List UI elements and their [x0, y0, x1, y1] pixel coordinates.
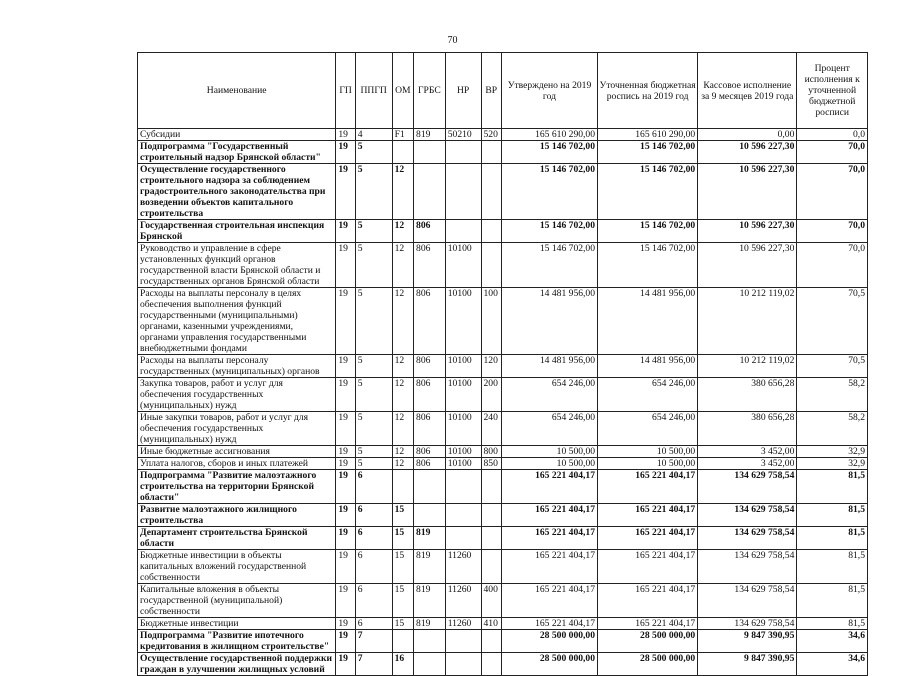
header-approved: Утверждено на 2019 год	[501, 53, 597, 129]
cell-om: 15	[392, 584, 413, 618]
cell-cash: 134 629 758,54	[698, 584, 797, 618]
cell-gp: 19	[336, 141, 355, 164]
cell-percent: 70,5	[797, 355, 868, 378]
cell-vr: 240	[481, 412, 501, 446]
cell-gp: 19	[336, 550, 355, 584]
cell-grbs: 806	[414, 220, 446, 243]
cell-approved: 15 146 702,00	[501, 243, 597, 288]
cell-approved: 10 500,00	[501, 458, 597, 470]
cell-gp: 19	[336, 527, 355, 550]
cell-percent: 70,0	[797, 220, 868, 243]
cell-vr	[481, 470, 501, 504]
cell-cash: 134 629 758,54	[698, 470, 797, 504]
cell-ppgp: 5	[355, 243, 392, 288]
cell-approved: 165 221 404,17	[501, 504, 597, 527]
cell-np	[445, 630, 481, 653]
cell-np	[445, 164, 481, 220]
cell-percent: 70,5	[797, 288, 868, 355]
table-row	[138, 164, 868, 220]
cell-name: Бюджетные инвестиции в объекты капитальных вложений государственной собственности	[138, 550, 336, 584]
cell-np: 50210	[445, 129, 481, 141]
cell-gp: 19	[336, 412, 355, 446]
cell-vr: 850	[481, 458, 501, 470]
cell-refined: 15 146 702,00	[598, 164, 698, 220]
cell-om: 15	[392, 618, 413, 630]
cell-name: Иные бюджетные ассигнования	[138, 446, 336, 458]
cell-vr: 410	[481, 618, 501, 630]
cell-approved: 15 146 702,00	[501, 164, 597, 220]
table-row	[138, 527, 868, 550]
cell-cash: 10 596 227,30	[698, 243, 797, 288]
cell-name: Государственная строительная инспекция Брянской	[138, 220, 336, 243]
cell-grbs: 806	[414, 378, 446, 412]
cell-gp: 19	[336, 164, 355, 220]
cell-percent: 70,0	[797, 164, 868, 220]
cell-om: 12	[392, 220, 413, 243]
cell-vr: 120	[481, 355, 501, 378]
cell-name: Департамент строительства Брянской области	[138, 527, 336, 550]
cell-refined: 28 500 000,00	[598, 630, 698, 653]
cell-ppgp: 5	[355, 458, 392, 470]
table-row	[138, 141, 868, 164]
cell-vr	[481, 220, 501, 243]
cell-grbs: 806	[414, 355, 446, 378]
cell-vr	[481, 141, 501, 164]
cell-refined: 165 610 290,00	[598, 129, 698, 141]
cell-vr	[481, 653, 501, 676]
cell-name: Бюджетные инвестиции	[138, 618, 336, 630]
cell-gp: 19	[336, 288, 355, 355]
cell-grbs: 806	[414, 412, 446, 446]
cell-refined: 15 146 702,00	[598, 220, 698, 243]
cell-name: Уплата налогов, сборов и иных платежей	[138, 458, 336, 470]
cell-refined: 654 246,00	[598, 412, 698, 446]
cell-np: 11260	[445, 550, 481, 584]
header-cash: Кассовое исполнение за 9 месяцев 2019 года	[698, 53, 797, 129]
cell-ppgp: 5	[355, 141, 392, 164]
cell-ppgp: 7	[355, 653, 392, 676]
cell-name: Подпрограмма "Развитие ипотечного кредитования в жилищном строительстве"	[138, 630, 336, 653]
cell-grbs	[414, 470, 446, 504]
cell-ppgp: 5	[355, 164, 392, 220]
cell-grbs: 819	[414, 527, 446, 550]
cell-name: Закупка товаров, работ и услуг для обеспечения государственных (муниципальных) нужд	[138, 378, 336, 412]
cell-refined: 165 221 404,17	[598, 527, 698, 550]
cell-om	[392, 470, 413, 504]
cell-approved: 165 221 404,17	[501, 527, 597, 550]
header-grbs: ГРБС	[414, 53, 446, 129]
cell-ppgp: 6	[355, 527, 392, 550]
cell-percent: 81,5	[797, 618, 868, 630]
cell-ppgp: 6	[355, 550, 392, 584]
cell-ppgp: 7	[355, 630, 392, 653]
cell-grbs	[414, 504, 446, 527]
header-percent: Процент исполнения к уточненной бюджетной росписи	[797, 53, 868, 129]
header-ppgp: ППГП	[355, 53, 392, 129]
table-row	[138, 504, 868, 527]
cell-refined: 165 221 404,17	[598, 550, 698, 584]
cell-ppgp: 5	[355, 220, 392, 243]
cell-name: Руководство и управление в сфере установленных функций органов государственной власти Брянской области и государственных органов Брянской области	[138, 243, 336, 288]
header-refined: Уточненная бюджетная роспись на 2019 год	[598, 53, 698, 129]
table-row	[138, 584, 868, 618]
cell-percent: 58,2	[797, 378, 868, 412]
cell-percent: 32,9	[797, 458, 868, 470]
cell-approved: 15 146 702,00	[501, 141, 597, 164]
cell-om: 12	[392, 378, 413, 412]
cell-percent: 70,0	[797, 243, 868, 288]
cell-percent: 0,0	[797, 129, 868, 141]
cell-percent: 81,5	[797, 584, 868, 618]
cell-om: 15	[392, 504, 413, 527]
cell-np: 10100	[445, 378, 481, 412]
cell-refined: 15 146 702,00	[598, 243, 698, 288]
table-row	[138, 220, 868, 243]
cell-om: 12	[392, 243, 413, 288]
cell-ppgp: 5	[355, 355, 392, 378]
cell-ppgp: 6	[355, 584, 392, 618]
cell-grbs: 819	[414, 618, 446, 630]
cell-refined: 28 500 000,00	[598, 653, 698, 676]
cell-approved: 15 146 702,00	[501, 220, 597, 243]
cell-refined: 10 500,00	[598, 446, 698, 458]
cell-om: 12	[392, 288, 413, 355]
cell-np: 10100	[445, 458, 481, 470]
cell-approved: 654 246,00	[501, 412, 597, 446]
cell-np	[445, 653, 481, 676]
cell-approved: 165 221 404,17	[501, 550, 597, 584]
cell-vr	[481, 164, 501, 220]
cell-refined: 165 221 404,17	[598, 504, 698, 527]
cell-approved: 165 610 290,00	[501, 129, 597, 141]
cell-gp: 19	[336, 129, 355, 141]
cell-refined: 165 221 404,17	[598, 584, 698, 618]
cell-om: 12	[392, 458, 413, 470]
cell-np: 10100	[445, 355, 481, 378]
table-row	[138, 630, 868, 653]
table-row	[138, 458, 868, 470]
cell-name: Иные закупки товаров, работ и услуг для обеспечения государственных (муниципальных) нужд	[138, 412, 336, 446]
cell-om: 15	[392, 527, 413, 550]
cell-refined: 14 481 956,00	[598, 288, 698, 355]
cell-om: 12	[392, 164, 413, 220]
cell-approved: 10 500,00	[501, 446, 597, 458]
cell-approved: 14 481 956,00	[501, 288, 597, 355]
cell-refined: 165 221 404,17	[598, 470, 698, 504]
cell-ppgp: 6	[355, 618, 392, 630]
cell-percent: 34,6	[797, 653, 868, 676]
cell-percent: 81,5	[797, 550, 868, 584]
cell-cash: 10 212 119,02	[698, 288, 797, 355]
cell-np	[445, 470, 481, 504]
cell-ppgp: 5	[355, 446, 392, 458]
cell-refined: 14 481 956,00	[598, 355, 698, 378]
cell-cash: 10 596 227,30	[698, 164, 797, 220]
cell-grbs: 806	[414, 243, 446, 288]
cell-name: Осуществление государственного строительного надзора за соблюдением градостроительного законодательства при возведении объектов капитального строительства	[138, 164, 336, 220]
cell-vr	[481, 527, 501, 550]
cell-vr	[481, 550, 501, 584]
cell-approved: 165 221 404,17	[501, 470, 597, 504]
cell-name: Расходы на выплаты персоналу государственных (муниципальных) органов	[138, 355, 336, 378]
cell-grbs: 806	[414, 446, 446, 458]
cell-refined: 15 146 702,00	[598, 141, 698, 164]
cell-vr: 100	[481, 288, 501, 355]
header-name: Наименование	[138, 53, 336, 129]
cell-gp: 19	[336, 618, 355, 630]
cell-approved: 28 500 000,00	[501, 630, 597, 653]
cell-np: 10100	[445, 243, 481, 288]
cell-gp: 19	[336, 630, 355, 653]
cell-cash: 10 212 119,02	[698, 355, 797, 378]
header-gp: ГП	[336, 53, 355, 129]
cell-vr: 400	[481, 584, 501, 618]
cell-gp: 19	[336, 470, 355, 504]
cell-cash: 9 847 390,95	[698, 630, 797, 653]
cell-cash: 10 596 227,30	[698, 220, 797, 243]
table-row	[138, 243, 868, 288]
cell-cash: 3 452,00	[698, 458, 797, 470]
cell-om: 12	[392, 412, 413, 446]
cell-cash: 10 596 227,30	[698, 141, 797, 164]
cell-ppgp: 5	[355, 288, 392, 355]
table-header-row	[138, 53, 868, 129]
cell-percent: 32,9	[797, 446, 868, 458]
table-row	[138, 446, 868, 458]
cell-percent: 34,6	[797, 630, 868, 653]
cell-np: 10100	[445, 446, 481, 458]
cell-gp: 19	[336, 378, 355, 412]
cell-gp: 19	[336, 653, 355, 676]
cell-approved: 14 481 956,00	[501, 355, 597, 378]
cell-grbs: 806	[414, 458, 446, 470]
header-vr: ВР	[481, 53, 501, 129]
cell-gp: 19	[336, 584, 355, 618]
cell-vr	[481, 243, 501, 288]
cell-cash: 134 629 758,54	[698, 504, 797, 527]
table-row	[138, 470, 868, 504]
cell-np	[445, 141, 481, 164]
cell-percent: 81,5	[797, 504, 868, 527]
cell-np	[445, 527, 481, 550]
table-body	[138, 129, 868, 676]
cell-ppgp: 6	[355, 504, 392, 527]
table-row	[138, 550, 868, 584]
cell-om: 15	[392, 550, 413, 584]
cell-name: Расходы на выплаты персоналу в целях обеспечения выполнения функций государственными (муниципальными) органами, казенными учреждениями, органами управления государственными внебюджетными фондами	[138, 288, 336, 355]
cell-vr	[481, 504, 501, 527]
cell-grbs	[414, 630, 446, 653]
header-om: ОМ	[392, 53, 413, 129]
cell-name: Развитие малоэтажного жилищного строительства	[138, 504, 336, 527]
cell-ppgp: 6	[355, 470, 392, 504]
cell-ppgp: 5	[355, 378, 392, 412]
cell-name: Капитальные вложения в объекты государственной (муниципальной) собственности	[138, 584, 336, 618]
cell-name: Подпрограмма "Развитие малоэтажного строительства на территории Брянской области"	[138, 470, 336, 504]
cell-percent: 58,2	[797, 412, 868, 446]
cell-grbs: 819	[414, 129, 446, 141]
table-row	[138, 653, 868, 676]
cell-grbs: 806	[414, 288, 446, 355]
cell-grbs	[414, 141, 446, 164]
cell-cash: 134 629 758,54	[698, 618, 797, 630]
cell-np: 11260	[445, 584, 481, 618]
cell-approved: 165 221 404,17	[501, 584, 597, 618]
cell-percent: 70,0	[797, 141, 868, 164]
cell-vr	[481, 630, 501, 653]
cell-cash: 380 656,28	[698, 412, 797, 446]
cell-name: Субсидии	[138, 129, 336, 141]
cell-om: 12	[392, 446, 413, 458]
cell-om: F1	[392, 129, 413, 141]
cell-name: Подпрограмма "Государственный строительный надзор Брянской области"	[138, 141, 336, 164]
cell-cash: 3 452,00	[698, 446, 797, 458]
cell-grbs	[414, 653, 446, 676]
cell-refined: 10 500,00	[598, 458, 698, 470]
cell-om: 12	[392, 355, 413, 378]
cell-gp: 19	[336, 504, 355, 527]
cell-gp: 19	[336, 446, 355, 458]
cell-percent: 81,5	[797, 470, 868, 504]
cell-np: 10100	[445, 288, 481, 355]
cell-ppgp: 5	[355, 412, 392, 446]
cell-np	[445, 220, 481, 243]
cell-np: 10100	[445, 412, 481, 446]
cell-np	[445, 504, 481, 527]
cell-approved: 28 500 000,00	[501, 653, 597, 676]
cell-grbs	[414, 164, 446, 220]
cell-refined: 165 221 404,17	[598, 618, 698, 630]
cell-cash: 0,00	[698, 129, 797, 141]
cell-vr: 520	[481, 129, 501, 141]
cell-om	[392, 630, 413, 653]
cell-gp: 19	[336, 220, 355, 243]
cell-ppgp: 4	[355, 129, 392, 141]
cell-gp: 19	[336, 243, 355, 288]
cell-approved: 654 246,00	[501, 378, 597, 412]
table-row	[138, 129, 868, 141]
cell-np: 11260	[445, 618, 481, 630]
cell-cash: 134 629 758,54	[698, 527, 797, 550]
table-row	[138, 355, 868, 378]
cell-gp: 19	[336, 355, 355, 378]
cell-om: 16	[392, 653, 413, 676]
table-row	[138, 378, 868, 412]
table-row	[138, 412, 868, 446]
page-number: 70	[447, 35, 458, 46]
cell-grbs: 819	[414, 550, 446, 584]
cell-cash: 134 629 758,54	[698, 550, 797, 584]
table-row	[138, 618, 868, 630]
budget-execution-table	[137, 52, 868, 676]
cell-grbs: 819	[414, 584, 446, 618]
cell-approved: 165 221 404,17	[501, 618, 597, 630]
table-row	[138, 288, 868, 355]
cell-cash: 380 656,28	[698, 378, 797, 412]
cell-percent: 81,5	[797, 527, 868, 550]
cell-refined: 654 246,00	[598, 378, 698, 412]
header-np: НР	[445, 53, 481, 129]
cell-cash: 9 847 390,95	[698, 653, 797, 676]
cell-vr: 200	[481, 378, 501, 412]
cell-name: Осуществление государственной поддержки граждан в улучшении жилищных условий	[138, 653, 336, 676]
cell-vr: 800	[481, 446, 501, 458]
cell-gp: 19	[336, 458, 355, 470]
cell-om	[392, 141, 413, 164]
